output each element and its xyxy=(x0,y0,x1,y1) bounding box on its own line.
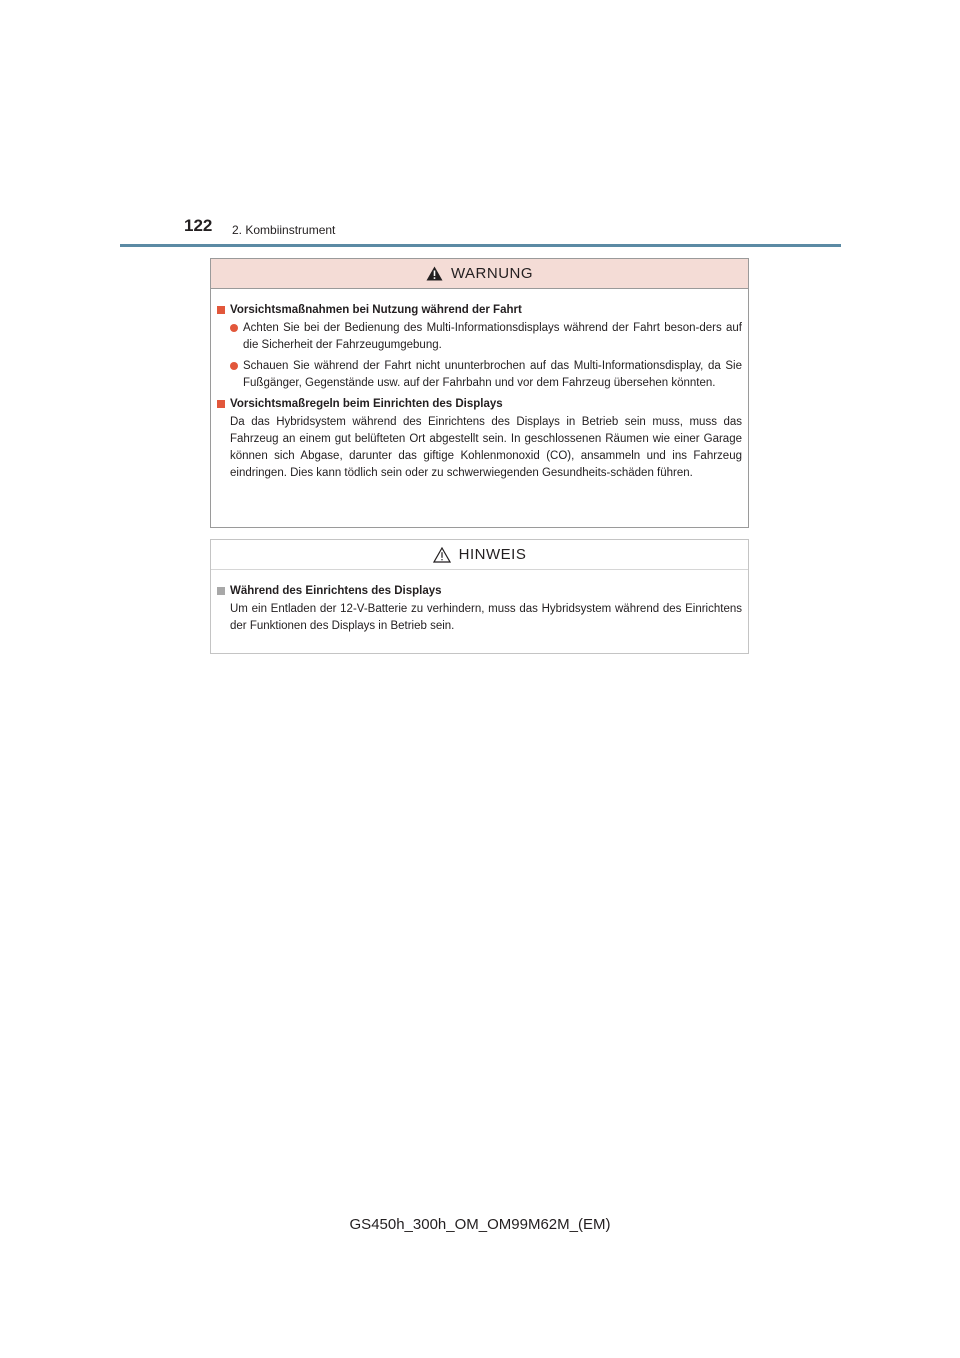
square-bullet-icon xyxy=(217,400,225,408)
warning-box xyxy=(210,258,749,528)
square-bullet-icon xyxy=(217,587,225,595)
warning-title: WARNUNG xyxy=(450,265,534,282)
warning-section-heading xyxy=(217,396,742,413)
warning-bullet xyxy=(217,358,742,392)
square-bullet-icon xyxy=(217,306,225,314)
warning-section-heading-text: Vorsichtsmaßregeln beim Einrichten des Displays xyxy=(230,398,503,410)
page-number: 122 xyxy=(184,216,213,235)
section-title: 2. Kombiinstrument xyxy=(232,223,336,237)
notice-section-heading-text: Während des Einrichtens des Displays xyxy=(230,585,442,597)
notice-body xyxy=(211,570,748,635)
notice-title: HINWEIS xyxy=(458,546,527,563)
warning-section-heading xyxy=(217,302,742,319)
header-rule xyxy=(120,244,841,247)
warning-bullet-text: Schauen Sie während der Fahrt nicht ununterbrochen auf das Multi-Informationsdisplay, da Sie Fußgänger, Gegenstände usw. auf der Fahrbahn und vor dem Fahrzeug übersehen könnten. xyxy=(243,360,742,389)
round-bullet-icon xyxy=(230,362,238,370)
warning-paragraph: Da das Hybridsystem während des Einrichtens des Displays in Betrieb sein muss, muss das Fahrzeug an einem gut belüfteten Ort abgestellt sein. In geschlossenen Räumen wie einer Garage können sich Abgase, darunter das giftige Kohlenmonoxid (CO), ansammeln und ins Fahrzeug eindringen. Dies kann tödlich sein oder zu schwerwiegenden Gesundheits-schäden führen. xyxy=(230,416,742,479)
notice-box xyxy=(210,539,749,654)
caution-triangle-icon xyxy=(433,547,451,563)
warning-header xyxy=(211,259,748,289)
notice-section-heading xyxy=(217,583,742,600)
warning-body xyxy=(211,289,748,482)
warning-section-heading-text: Vorsichtsmaßnahmen bei Nutzung während der Fahrt xyxy=(230,304,522,316)
round-bullet-icon xyxy=(230,324,238,332)
document-id: GS450h_300h_OM_OM99M62M_(EM) xyxy=(349,1216,611,1233)
warning-triangle-icon xyxy=(426,266,443,281)
notice-paragraph: Um ein Entladen der 12-V-Batterie zu verhindern, muss das Hybridsystem während des Einrichtens der Funktionen des Displays in Betrieb sein. xyxy=(230,603,742,632)
notice-header xyxy=(211,540,748,570)
warning-bullet xyxy=(217,320,742,354)
warning-bullet-text: Achten Sie bei der Bedienung des Multi-Informationsdisplays während der Fahrt beson-ders auf die Sicherheit der Fahrzeugumgebung. xyxy=(243,322,742,351)
